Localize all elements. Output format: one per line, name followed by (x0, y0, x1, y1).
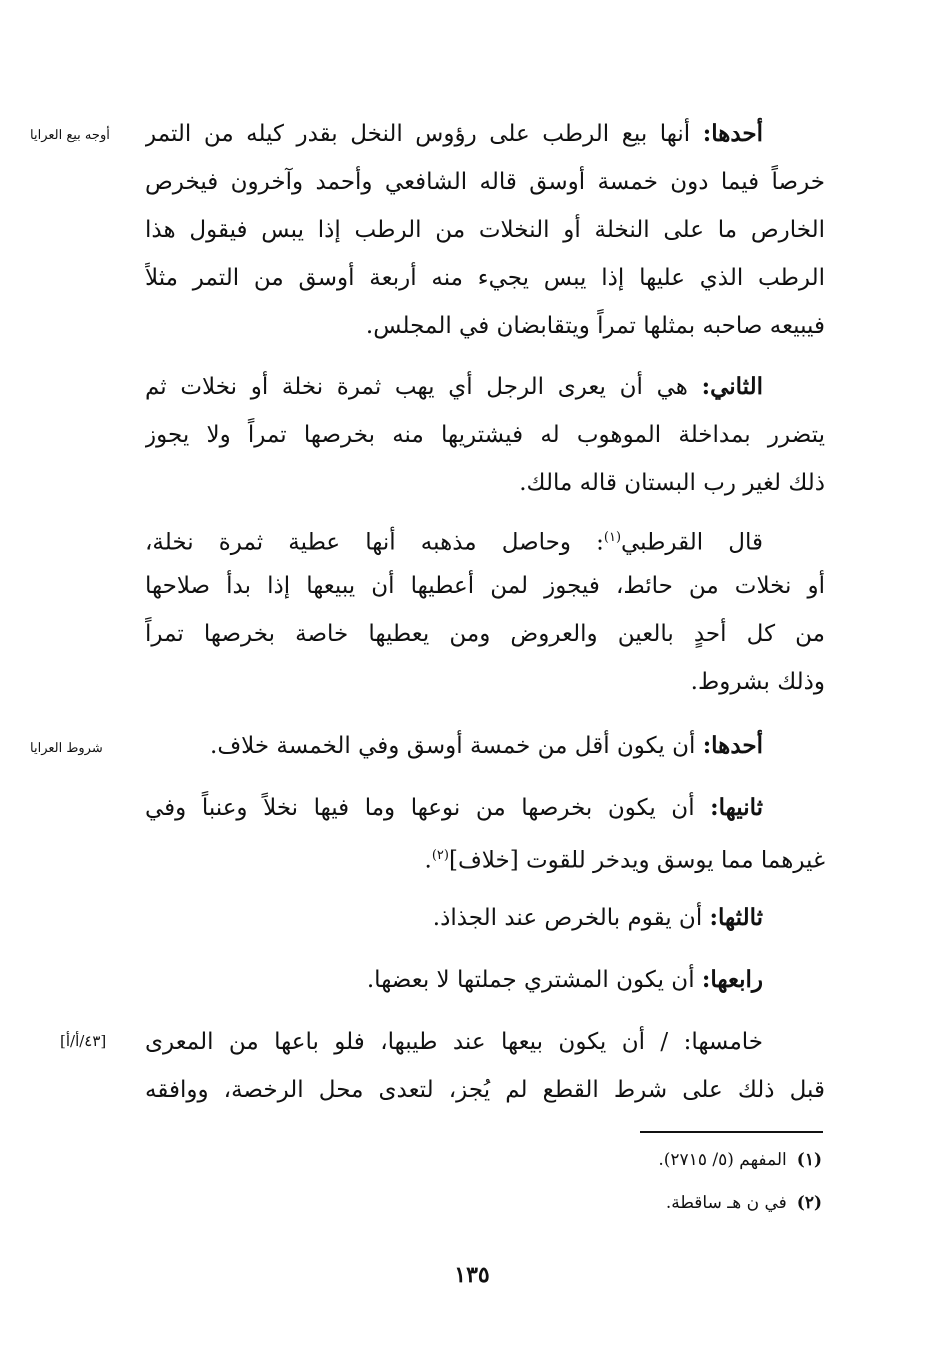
text-line: خرصاً فيما دون خمسة أوسق قاله الشافعي وأحمد وآخرون فيخرص (145, 169, 825, 195)
line-text: / أن يكون بيعها عند طيبها، فلو باعها من المعرى (145, 1029, 669, 1055)
text-line: من كل أحدٍ بالعين والعروض ومن يعطيها خاصة بخرصها تمراً (145, 621, 825, 647)
text-line: ذلك لغير رب البستان قاله مالك. (519, 470, 825, 496)
margin-note-conditions: شروط العرايا (30, 741, 103, 756)
footnote-number: (٢) (796, 1193, 822, 1213)
paragraph-first-view (145, 110, 825, 350)
line-text: غيرهما مما يوسق ويدخر للقوت [خلاف] (448, 847, 825, 874)
line-text: أنها بيع الرطب على رؤوس النخل بقدر كيله من التمر (145, 121, 691, 147)
footnote-separator (640, 1131, 823, 1133)
section-lead: خامسها: (683, 1029, 763, 1055)
text-line (145, 110, 825, 158)
paragraph-second-view (145, 363, 825, 507)
margin-note-manuscript-ref: [٤٣/أ/أ] (60, 1032, 107, 1050)
footnote-ref: (١) (603, 530, 622, 545)
text-line (145, 894, 825, 942)
text-line (145, 514, 825, 562)
text-line: وذلك بشروط. (690, 669, 825, 695)
section-lead: ثانيها: (710, 794, 764, 821)
text-line (145, 832, 825, 880)
condition-4 (145, 956, 825, 1004)
text-line: فيبيعه صاحبه بمثلها تمراً ويتقابضان في المجلس. (365, 313, 825, 339)
footnote-text: المفهم (٥/ ٢٧١٥). (658, 1150, 787, 1170)
section-lead: رابعها: (701, 966, 763, 993)
line-text: أن يكون أقل من خمسة أوسق وفي الخمسة خلاف. (210, 733, 696, 759)
condition-3 (145, 894, 825, 942)
line-text: أن يكون المشتري جملتها لا بعضها. (366, 967, 695, 993)
text-line (145, 363, 825, 411)
condition-1 (145, 722, 825, 770)
section-lead: الثاني: (701, 373, 764, 400)
text-line: الخارص ما على النخلة أو النخلات من الرطب إذا يبس فيقول هذا (145, 217, 825, 243)
margin-note-sale-types: أوجه بيع العرايا (30, 128, 110, 143)
footnote-number: (١) (796, 1150, 822, 1170)
text-line (145, 956, 825, 1004)
footnote-1 (658, 1150, 822, 1170)
line-text: هي أن يعرى الرجل أي يهب ثمرة نخلة أو نخلات ثم (145, 374, 688, 400)
section-lead: ثالثها: (709, 904, 763, 931)
text-line (145, 1018, 825, 1066)
page-number: ١٣٥ (454, 1262, 490, 1288)
text-line (145, 784, 825, 832)
footnote-2 (666, 1193, 822, 1213)
text-line: أو نخلات من حائط، فيجوز لمن أعطيها أن يبيعها إذا بدأ صلاحها (145, 573, 825, 599)
text-line: قبل ذلك على شرط القطع لم يُجز، لتعدى محل الرخصة، ووافقه (145, 1077, 825, 1103)
footnote-ref: (٢) (431, 848, 449, 863)
condition-5 (145, 1018, 825, 1114)
line-text: أن يكون بخرصها من نوعها وما فيها نخلاً وعنباً وفي (145, 795, 695, 821)
line-text: : وحاصل مذهبه أنها عطية ثمرة نخلة، (145, 529, 604, 556)
text-line: الرطب الذي عليها إذا يبس يجيء منه أربعة أوسق من التمر مثلاً (145, 265, 825, 291)
condition-2 (145, 784, 825, 880)
text-line (145, 722, 825, 770)
section-lead: أحدها: (702, 732, 763, 759)
text-line: يتضرر بمداخلة الموهوب له فيشتريها منه بخرصها تمراً ولا يجوز (145, 422, 825, 448)
line-text: . (424, 847, 432, 874)
footnote-text: في ن هـ ساقطة. (665, 1193, 787, 1213)
line-text: قال القرطبي (621, 529, 763, 556)
section-lead: أحدها: (702, 120, 764, 147)
line-text: أن يقوم بالخرص عند الجذاذ. (432, 905, 703, 931)
paragraph-qurtubi (145, 514, 825, 706)
